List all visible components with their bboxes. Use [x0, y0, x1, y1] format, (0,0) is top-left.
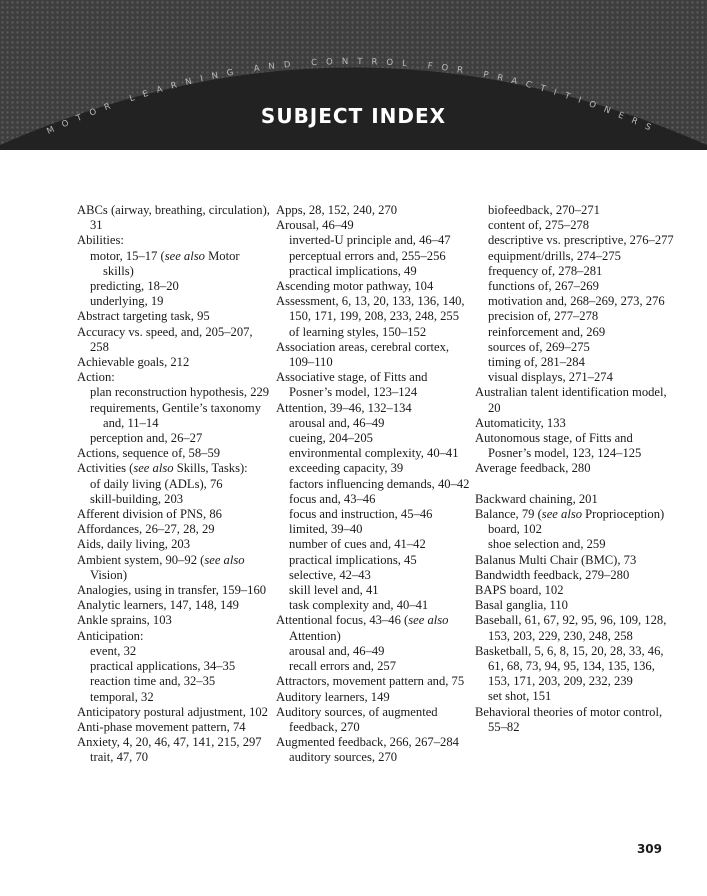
index-subentry: focus and, 43–46 — [289, 491, 376, 506]
index-entry: Balance, 79 (see also Proprioception) — [475, 507, 665, 522]
index-subentry: shoe selection and, 259 — [488, 537, 606, 552]
index-subentry: practical applications, 34–35 — [90, 659, 236, 674]
index-entry: Accuracy vs. speed, and, 205–207, 258 — [77, 324, 253, 354]
index-column-2 — [276, 203, 473, 766]
index-subentry: inverted-U principle and, 46–47 — [289, 233, 451, 248]
index-entry: Balanus Multi Chair (BMC), 73 — [475, 552, 637, 567]
banner-text: MOTOR LEARNING AND CONTROL FOR PRACTITIONERS — [45, 56, 661, 137]
index-subentry: limited, 39–40 — [289, 522, 363, 537]
index-subentry: event, 32 — [90, 643, 137, 658]
index-entry: Afferent division of PNS, 86 — [77, 507, 222, 522]
index-entry: Anti-phase movement pattern, 74 — [77, 719, 246, 734]
index-entry: Anticipation: — [77, 628, 144, 643]
index-subentry: functions of, 267–269 — [488, 279, 599, 294]
index-entry: Basketball, 5, 6, 8, 15, 20, 28, 33, 46, 61, 68, 73, 94, 95, 134, 135, 136, 153, 171, 203, 209, 232, 239 — [475, 643, 664, 689]
index-entry: ABCs (airway, breathing, circulation), 31 — [77, 203, 270, 233]
index-entry: Associative stage, of Fitts and Posner’s model, 123–124 — [276, 370, 428, 400]
index-subentry: precision of, 277–278 — [488, 309, 599, 324]
index-subentry: requirements, Gentile’s taxonomy and, 11–14 — [90, 400, 262, 430]
index-entry: Abilities: — [77, 233, 124, 248]
index-entry: Analytic learners, 147, 148, 149 — [77, 598, 239, 613]
index-entry: Ankle sprains, 103 — [77, 613, 172, 628]
index-column-1 — [77, 203, 272, 766]
index-subentry: sources of, 269–275 — [488, 339, 590, 354]
index-entry: Baseball, 61, 67, 92, 95, 96, 109, 128, 153, 203, 229, 230, 248, 258 — [475, 613, 667, 643]
index-entry: Basal ganglia, 110 — [475, 598, 568, 613]
index-subentry: temporal, 32 — [90, 689, 154, 704]
index-subentry: task complexity and, 40–41 — [289, 598, 429, 613]
index-gap — [475, 477, 675, 492]
index-subentry: practical implications, 49 — [289, 263, 417, 278]
index-entry: Action: — [77, 370, 115, 385]
index-entry: Anxiety, 4, 20, 46, 47, 141, 215, 297 — [77, 735, 262, 750]
index-entry: Ambient system, 90–92 (see also Vision) — [77, 552, 245, 582]
index-subentry: of daily living (ADLs), 76 — [90, 476, 223, 491]
index-subentry: timing of, 281–284 — [488, 355, 585, 370]
index-subentry: content of, 275–278 — [488, 218, 590, 233]
index-subentry: recall errors and, 257 — [289, 659, 396, 674]
index-entry: Behavioral theories of motor control, 55–82 — [475, 704, 663, 734]
index-entry: Augmented feedback, 266, 267–284 — [276, 735, 459, 750]
index-subentry: equipment/drills, 274–275 — [488, 248, 621, 263]
index-subentry: factors influencing demands, 40–42 — [289, 476, 470, 491]
index-subentry: environmental complexity, 40–41 — [289, 446, 459, 461]
index-subentry: reinforcement and, 269 — [488, 324, 606, 339]
index-subentry: perceptual errors and, 255–256 — [289, 248, 446, 263]
index-entry: Auditory sources, of augmented feedback, 270 — [276, 704, 438, 734]
index-entry: Arousal, 46–49 — [276, 218, 354, 233]
index-entry: Attentional focus, 43–46 (see also Attention) — [276, 613, 449, 643]
index-entry: Anticipatory postural adjustment, 102 — [77, 704, 268, 719]
index-entry: Average feedback, 280 — [475, 461, 591, 476]
index-entry: Actions, sequence of, 58–59 — [77, 446, 221, 461]
index-entry: Australian talent identification model, 20 — [475, 385, 667, 415]
index-subentry: exceeding capacity, 39 — [289, 461, 404, 476]
index-subentry: skill level and, 41 — [289, 583, 379, 598]
index-subentry: of learning styles, 150–152 — [289, 324, 427, 339]
index-entry: BAPS board, 102 — [475, 583, 564, 598]
index-subentry: board, 102 — [488, 522, 542, 537]
index-column-3 — [475, 203, 675, 735]
index-subentry: underlying, 19 — [90, 294, 164, 309]
index-entry: Assessment, 6, 13, 20, 133, 136, 140, 150, 171, 199, 208, 233, 248, 255 — [276, 294, 465, 324]
index-entry: Backward chaining, 201 — [475, 491, 598, 506]
index-subentry: visual displays, 271–274 — [488, 370, 613, 385]
index-subentry: number of cues and, 41–42 — [289, 537, 426, 552]
index-subentry: motor, 15–17 (see also Motor skills) — [90, 248, 240, 278]
page-number: 309 — [636, 842, 662, 856]
index-subentry: plan reconstruction hypothesis, 229 — [90, 385, 270, 400]
index-entry: Ascending motor pathway, 104 — [276, 279, 434, 294]
index-entry: Bandwidth feedback, 279–280 — [475, 567, 630, 582]
index-entry: Activities (see also Skills, Tasks): — [77, 461, 248, 476]
index-subentry: predicting, 18–20 — [90, 279, 179, 294]
index-subentry: reaction time and, 32–35 — [90, 674, 216, 689]
index-subentry: practical implications, 45 — [289, 552, 417, 567]
index-subentry: motivation and, 268–269, 273, 276 — [488, 294, 665, 309]
index-entry: Analogies, using in transfer, 159–160 — [77, 583, 267, 598]
index-entry: Affordances, 26–27, 28, 29 — [77, 522, 215, 537]
index-subentry: trait, 47, 70 — [90, 750, 149, 765]
index-subentry: arousal and, 46–49 — [289, 643, 385, 658]
index-subentry: set shot, 151 — [488, 689, 552, 704]
index-entry: Aids, daily living, 203 — [77, 537, 190, 552]
index-subentry: skill-building, 203 — [90, 491, 184, 506]
index-subentry: perception and, 26–27 — [90, 431, 203, 446]
index-subentry: focus and instruction, 45–46 — [289, 507, 433, 522]
index-entry: Apps, 28, 152, 240, 270 — [276, 203, 398, 217]
index-subentry: selective, 42–43 — [289, 567, 371, 582]
index-entry: Attention, 39–46, 132–134 — [276, 400, 412, 415]
index-entry: Abstract targeting task, 95 — [77, 309, 210, 324]
index-entry: Achievable goals, 212 — [77, 355, 190, 370]
index-subentry: descriptive vs. prescriptive, 276–277 — [488, 233, 674, 248]
page-title: SUBJECT INDEX — [260, 104, 447, 128]
index-subentry: arousal and, 46–49 — [289, 415, 385, 430]
index-subentry: cueing, 204–205 — [289, 431, 373, 446]
index-subentry: frequency of, 278–281 — [488, 263, 603, 278]
index-entry: Association areas, cerebral cortex, 109–110 — [276, 339, 450, 370]
index-subentry: biofeedback, 270–271 — [488, 203, 600, 217]
index-entry: Attractors, movement pattern and, 75 — [276, 674, 465, 689]
index-entry: Auditory learners, 149 — [276, 689, 390, 704]
index-entry: Automaticity, 133 — [475, 415, 566, 430]
index-subentry: auditory sources, 270 — [289, 750, 398, 765]
index-entry: Autonomous stage, of Fitts and Posner’s model, 123, 124–125 — [475, 431, 642, 461]
